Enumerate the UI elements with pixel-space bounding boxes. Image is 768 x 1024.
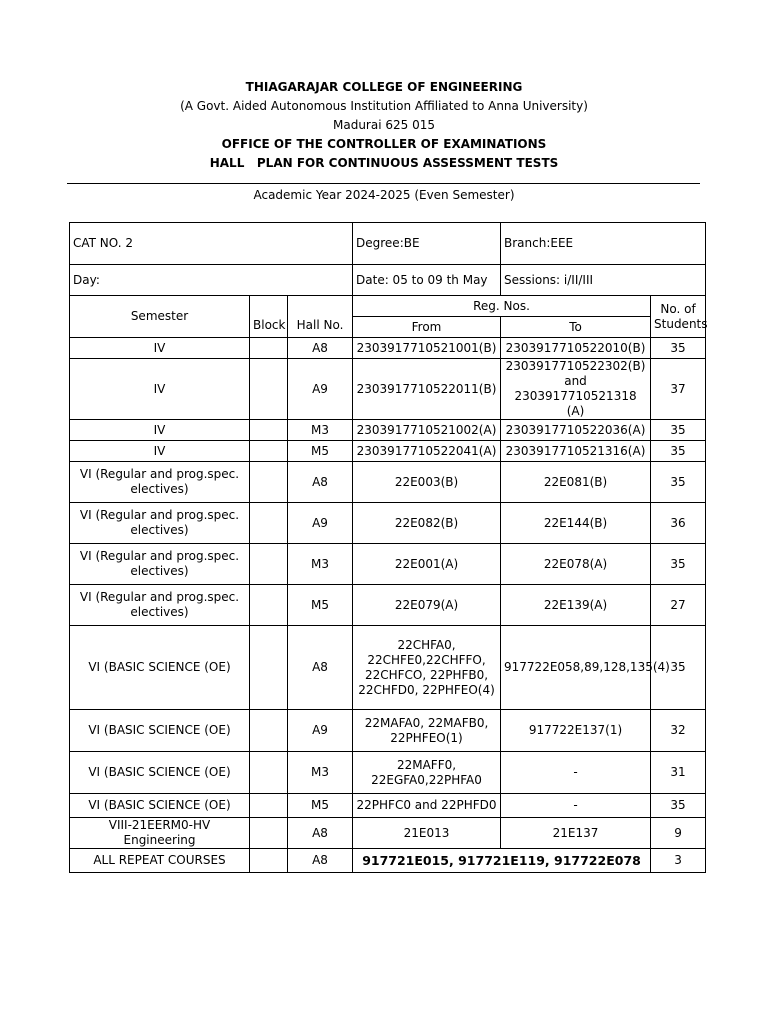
table-row [70,626,706,710]
table-row [70,818,706,849]
table-row [70,849,706,873]
hall-cell: A8 [288,338,353,359]
table-row [70,794,706,818]
hall-cell: A8 [288,849,353,873]
academic-year: Academic Year 2024-2025 (Even Semester) [253,188,515,202]
hall-cell: A8 [288,462,353,503]
hall-cell: M3 [288,752,353,794]
reg-to-cell: 22E144(B) [501,503,651,544]
hall-cell: A9 [288,359,353,420]
date: Date: 05 to 09 th May [353,265,501,296]
sessions: Sessions: i/II/III [501,265,706,296]
reg-to-cell: 917722E058,89,128,135(4) [501,626,651,710]
hall-cell: A9 [288,503,353,544]
info-row-1 [70,223,706,265]
reg-from-cell: 22MAFA0, 22MAFB0, 22PHFEO(1) [353,710,501,752]
semester-cell: IV [70,441,250,462]
semester-cell: ALL REPEAT COURSES [70,849,250,873]
to-header: To [501,317,651,338]
hall-header: Hall No. [288,296,353,338]
hall-cell: M5 [288,794,353,818]
reg-from-cell: 22E001(A) [353,544,501,585]
student-count-cell: 35 [651,544,706,585]
student-count-cell: 36 [651,503,706,544]
semester-cell: VI (Regular and prog.spec. electives) [70,544,250,585]
reg-from-cell: 22MAFF0, 22EGFA0,22PHFA0 [353,752,501,794]
reg-from-cell: 2303917710522041(A) [353,441,501,462]
student-count-cell: 35 [651,794,706,818]
block-cell [250,585,288,626]
semester-cell: VI (Regular and prog.spec. electives) [70,503,250,544]
from-header: From [353,317,501,338]
student-count-cell: 35 [651,626,706,710]
semester-header: Semester [70,296,250,338]
day: Day: [70,265,353,296]
degree: Degree:BE [353,223,501,265]
hall-cell: A9 [288,710,353,752]
block-cell [250,462,288,503]
affiliation-line: (A Govt. Aided Autonomous Institution Affiliated to Anna University) [180,99,588,113]
semester-cell: IV [70,420,250,441]
student-count-cell: 27 [651,585,706,626]
block-cell [250,794,288,818]
student-count-cell: 35 [651,441,706,462]
block-cell [250,626,288,710]
table-row [70,503,706,544]
reg-from-cell: 22E079(A) [353,585,501,626]
hall-plan-table [69,222,706,873]
semester-cell: VI (Regular and prog.spec. electives) [70,462,250,503]
reg-from-cell: 2303917710521002(A) [353,420,501,441]
semester-cell: VIII-21EERM0-HV Engineering [70,818,250,849]
block-cell [250,818,288,849]
block-cell [250,544,288,585]
header-divider [67,183,700,184]
student-count-cell: 35 [651,462,706,503]
reg-to-cell: 2303917710521316(A) [501,441,651,462]
reg-from-cell: 22PHFC0 and 22PHFD0 [353,794,501,818]
reg-from-cell: 2303917710522011(B) [353,359,501,420]
block-cell [250,420,288,441]
table-row [70,359,706,420]
block-cell [250,752,288,794]
block-cell [250,503,288,544]
table-row [70,544,706,585]
reg-range-cell: 917721E015, 917721E119, 917722E078 [353,849,651,873]
reg-to-cell: 22E078(A) [501,544,651,585]
table-row [70,338,706,359]
hall-cell: M5 [288,441,353,462]
reg-to-cell: 2303917710522302(B) and 2303917710521318 (A) [501,359,651,420]
block-cell [250,359,288,420]
reg-from-cell: 21E013 [353,818,501,849]
semester-cell: VI (Regular and prog.spec. electives) [70,585,250,626]
student-count-cell: 9 [651,818,706,849]
table-row [70,710,706,752]
block-cell [250,441,288,462]
semester-cell: IV [70,338,250,359]
table-row [70,752,706,794]
reg-from-cell: 2303917710521001(B) [353,338,501,359]
table-row [70,420,706,441]
hall-cell: M5 [288,585,353,626]
table-row [70,462,706,503]
student-count-cell: 31 [651,752,706,794]
info-row-2 [70,265,706,296]
reg-from-cell: 22CHFA0, 22CHFE0,22CHFFO, 22CHFCO, 22PHFB0, 22CHFD0, 22PHFEO(4) [353,626,501,710]
reg-to-cell: - [501,794,651,818]
hall-cell: A8 [288,626,353,710]
reg-nos-header: Reg. Nos. [353,296,651,317]
document-header [0,78,768,173]
reg-to-cell: 22E081(B) [501,462,651,503]
reg-to-cell: - [501,752,651,794]
semester-cell: VI (BASIC SCIENCE (OE) [70,752,250,794]
student-count-cell: 37 [651,359,706,420]
table-row [70,585,706,626]
column-header-row-1 [70,296,706,317]
student-count-cell: 35 [651,338,706,359]
block-header: Block [250,296,288,338]
reg-to-cell: 22E139(A) [501,585,651,626]
hall-cell: M3 [288,420,353,441]
students-header: No. of Students [651,296,706,338]
reg-to-cell: 917722E137(1) [501,710,651,752]
block-cell [250,849,288,873]
student-count-cell: 3 [651,849,706,873]
student-count-cell: 32 [651,710,706,752]
table-row [70,441,706,462]
reg-from-cell: 22E082(B) [353,503,501,544]
hall-cell: A8 [288,818,353,849]
block-cell [250,710,288,752]
block-cell [250,338,288,359]
plan-title: HALL PLAN FOR CONTINUOUS ASSESSMENT TESTS [209,156,559,170]
semester-cell: VI (BASIC SCIENCE (OE) [70,626,250,710]
location-line: Madurai 625 015 [333,118,435,132]
college-name: THIAGARAJAR COLLEGE OF ENGINEERING [245,80,523,94]
reg-from-cell: 22E003(B) [353,462,501,503]
semester-cell: VI (BASIC SCIENCE (OE) [70,710,250,752]
semester-cell: IV [70,359,250,420]
cat-number: CAT NO. 2 [70,223,353,265]
hall-cell: M3 [288,544,353,585]
student-count-cell: 35 [651,420,706,441]
branch: Branch:EEE [501,223,706,265]
semester-cell: VI (BASIC SCIENCE (OE) [70,794,250,818]
reg-to-cell: 2303917710522010(B) [501,338,651,359]
reg-to-cell: 2303917710522036(A) [501,420,651,441]
office-line: OFFICE OF THE CONTROLLER OF EXAMINATIONS [221,137,547,151]
reg-to-cell: 21E137 [501,818,651,849]
